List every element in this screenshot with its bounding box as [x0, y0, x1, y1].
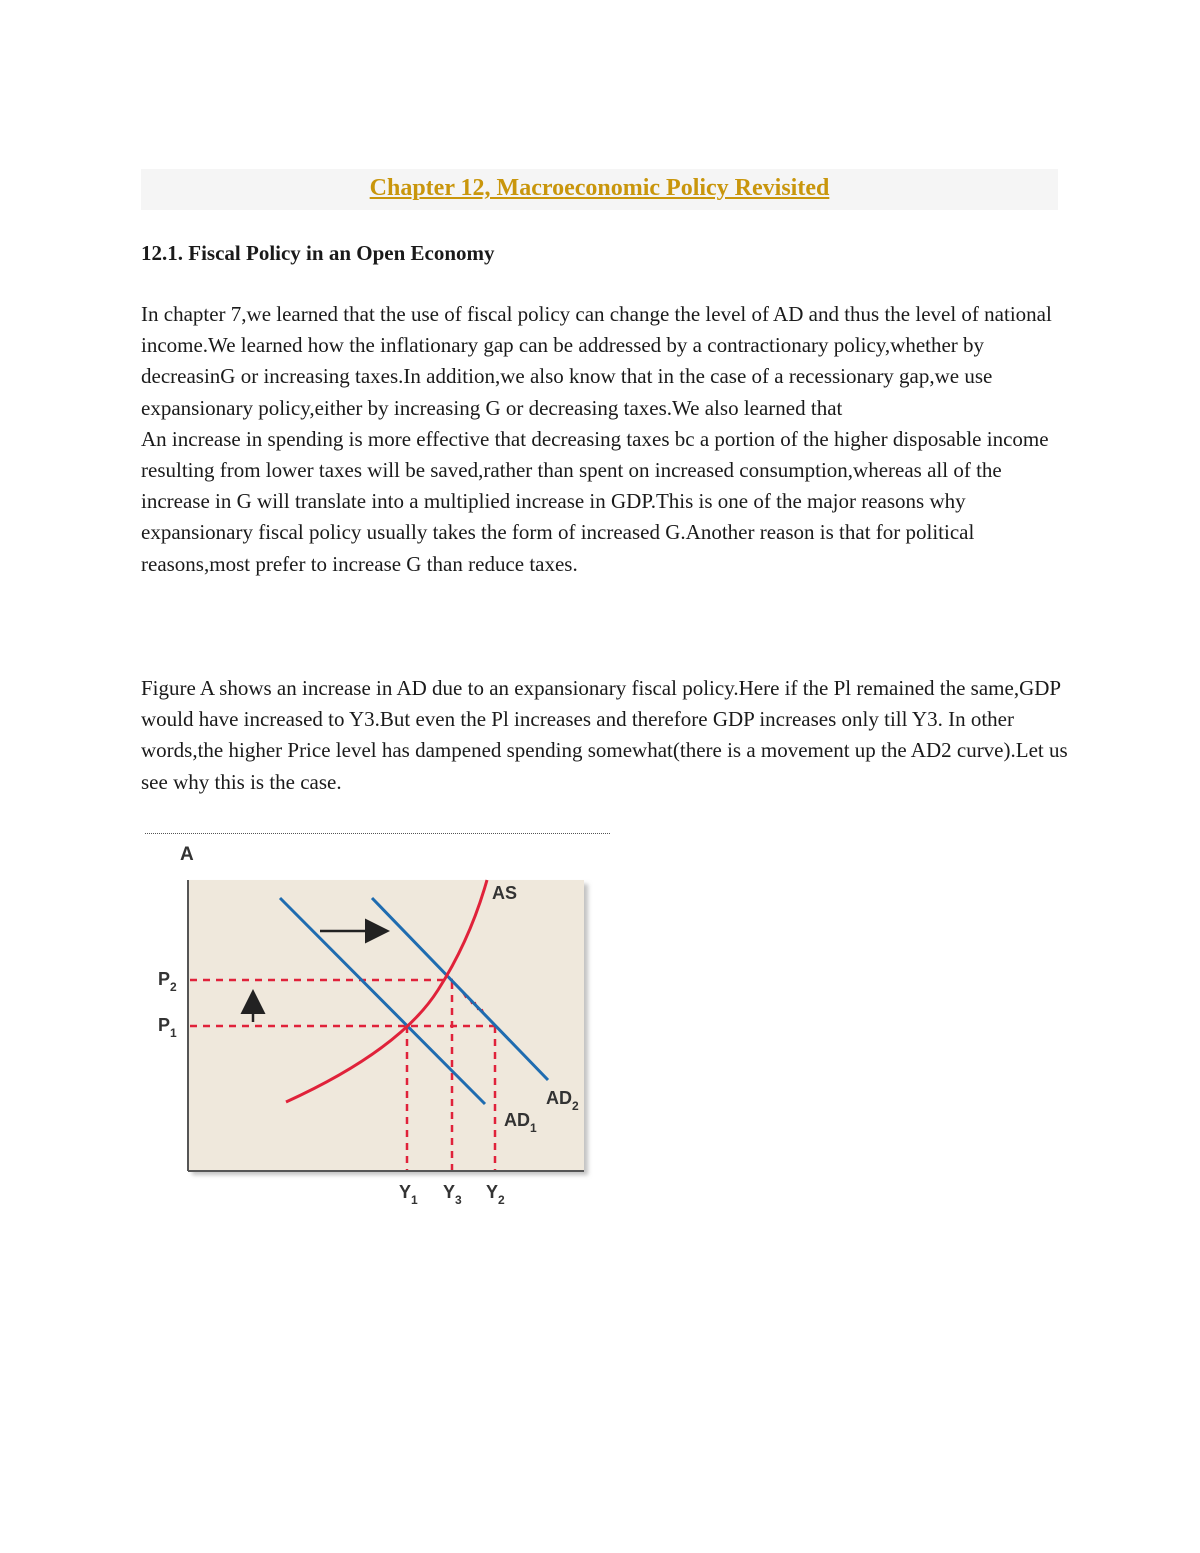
ad2-label: $AD_2$ [546, 1088, 579, 1113]
figure-panel-label: A [180, 844, 194, 865]
y1-label: $Y_1$ [399, 1182, 418, 1207]
y2-label: $Y_2$ [486, 1182, 505, 1207]
page-title: Chapter 12, Macroeconomic Policy Revisited [369, 175, 830, 201]
section-heading: 12.1. Fiscal Policy in an Open Economy [141, 241, 495, 265]
as-label: AS [492, 883, 518, 903]
ad1-label: $AD_1$ [504, 1110, 537, 1135]
p2-label: $P_2$ [158, 969, 177, 994]
paragraph-1-text: In chapter 7,we learned that the use of fiscal policy can change the level of AD and thus the level of national income.We learned how the inflationary gap can be addressed by a contractionary policy,whether by decreasinG or increasing taxes.In addition,we also know that in the case of a recessionary gap,we use expansionary policy,either by increasing G or decreasing taxes.We also learned that [141, 302, 1052, 420]
y3-label: $Y_3$ [443, 1182, 462, 1207]
p1-label: $P_1$ [158, 1015, 177, 1040]
paragraph-1b-text: An increase in spending is more effective that decreasing taxes bc a portion of the higher disposable income resulting from lower taxes will be saved,rather than spent on increased consumption,whereas all of the increase in G will translate into a multiplied increase in GDP.This is one of the major reasons why expansionary fiscal policy usually takes the form of increased G.Another reason is that for political reasons,most prefer to increase G than reduce taxes. [141, 426, 1049, 576]
paragraph-2: Figure A shows an increase in AD due to an expansionary fiscal policy.Here if the Pl remained the same,GDP would have increased to Y3.But even the Pl increases and therefore GDP increases only till Y3. In other words,the higher Price level has dampened spending somewhat(there is a movement up the AD2 curve).Let us see why this is the case. [141, 676, 1068, 794]
